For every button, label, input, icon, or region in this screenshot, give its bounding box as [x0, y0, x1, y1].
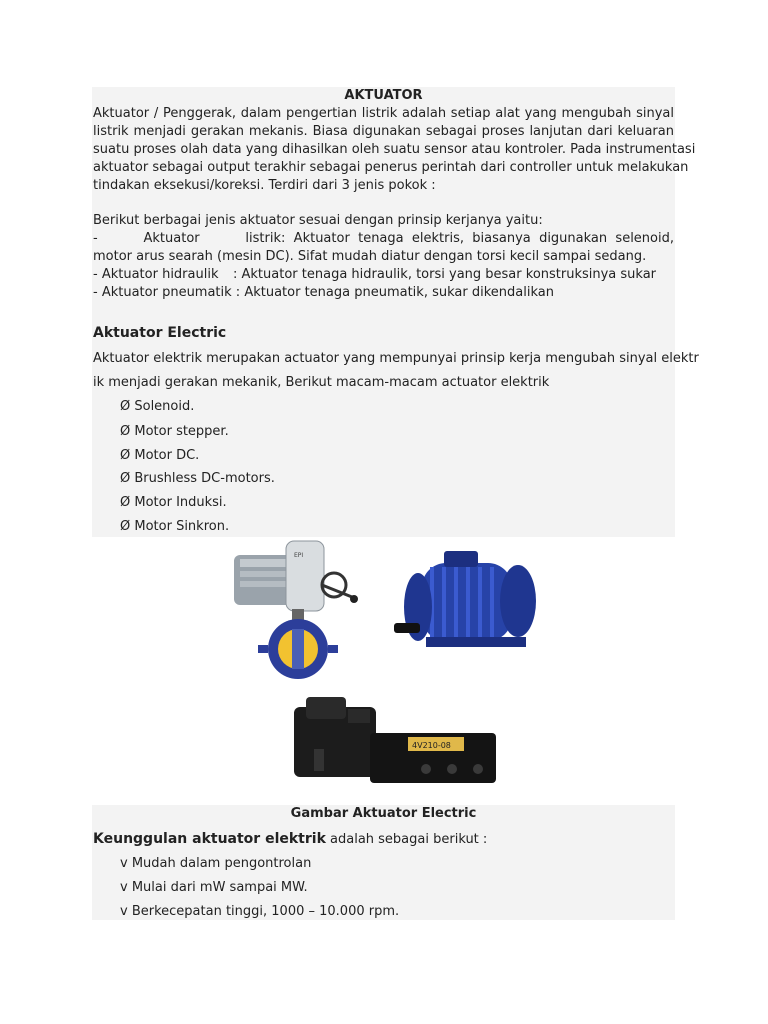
solenoid-valve-image [286, 685, 500, 801]
advantages-heading-bold: Keunggulan aktuator elektrik [93, 831, 326, 847]
intro-line-4: aktuator sebagai output terakhir sebagai penerus perintah dari controller untuk melakukan [93, 160, 689, 175]
section-heading-electric: Aktuator Electric [93, 325, 227, 341]
list-item: Ø Solenoid. [120, 399, 195, 414]
type-listrik-desc: : Aktuator tenaga elektris, biasanya digunakan selenoid, [281, 231, 674, 246]
type-listrik [93, 230, 674, 248]
valve-brand-text: EPI [294, 552, 304, 559]
list-item: Ø Brushless DC-motors. [120, 471, 275, 486]
list-item: v Berkecepatan tinggi, 1000 – 10.000 rpm. [120, 904, 400, 919]
list-item: Ø Motor DC. [120, 448, 200, 463]
actuator-figure [230, 537, 539, 801]
list-item: v Mudah dalam pengontrolan [120, 856, 312, 871]
solenoid-model-text: 4V210-08 [412, 741, 451, 750]
figure-caption: Gambar Aktuator Electric [290, 806, 477, 821]
advantages-heading-rest: adalah sebagai berikut : [325, 832, 488, 847]
advantages-heading [93, 830, 674, 849]
list-item: Ø Motor Sinkron. [120, 519, 230, 534]
list-item: Ø Motor stepper. [120, 424, 229, 439]
intro-line-2: listrik menjadi gerakan mekanis. Biasa digunakan sebagai proses lanjutan dari keluaran [93, 124, 674, 139]
actuator-illustration [230, 537, 539, 801]
valve-actuator-image [230, 537, 380, 687]
electric-motor-image [390, 537, 539, 687]
intro-line-5: tindakan eksekusi/koreksi. Terdiri dari 3 jenis pokok : [93, 178, 436, 193]
type-hidraulik [93, 266, 674, 284]
intro-line-1: Aktuator / Penggerak, dalam pengertian listrik adalah setiap alat yang mengubah sinyal [93, 106, 674, 121]
type-listrik-label: - Aktuator listrik [93, 231, 281, 246]
list-item: Ø Motor Induksi. [120, 495, 227, 510]
document-title: AKTUATOR [344, 88, 423, 103]
type-listrik-cont: motor arus searah (mesin DC). Sifat mudah diatur dengan torsi kecil sampai sedang. [93, 249, 647, 264]
type-hidraulik-desc: : Aktuator tenaga hidraulik, torsi yang besar konstruksinya sukar [233, 267, 657, 282]
electric-desc-line-2: ik menjadi gerakan mekanik, Berikut macam-macam actuator elektrik [93, 375, 550, 390]
type-pneumatik: - Aktuator pneumatik : Aktuator tenaga pneumatik, sukar dikendalikan [93, 285, 554, 300]
electric-desc-line-1: Aktuator elektrik merupakan actuator yang mempunyai prinsip kerja mengubah sinyal elektr [93, 351, 699, 366]
types-intro: Berikut berbagai jenis aktuator sesuai dengan prinsip kerjanya yaitu: [93, 213, 543, 228]
list-item: v Mulai dari mW sampai MW. [120, 880, 308, 895]
type-hidraulik-label: - Aktuator hidraulik [93, 267, 219, 282]
intro-line-3: suatu proses olah data yang dihasilkan oleh suatu sensor atau kontroler. Pada instrumentasi [93, 142, 696, 157]
